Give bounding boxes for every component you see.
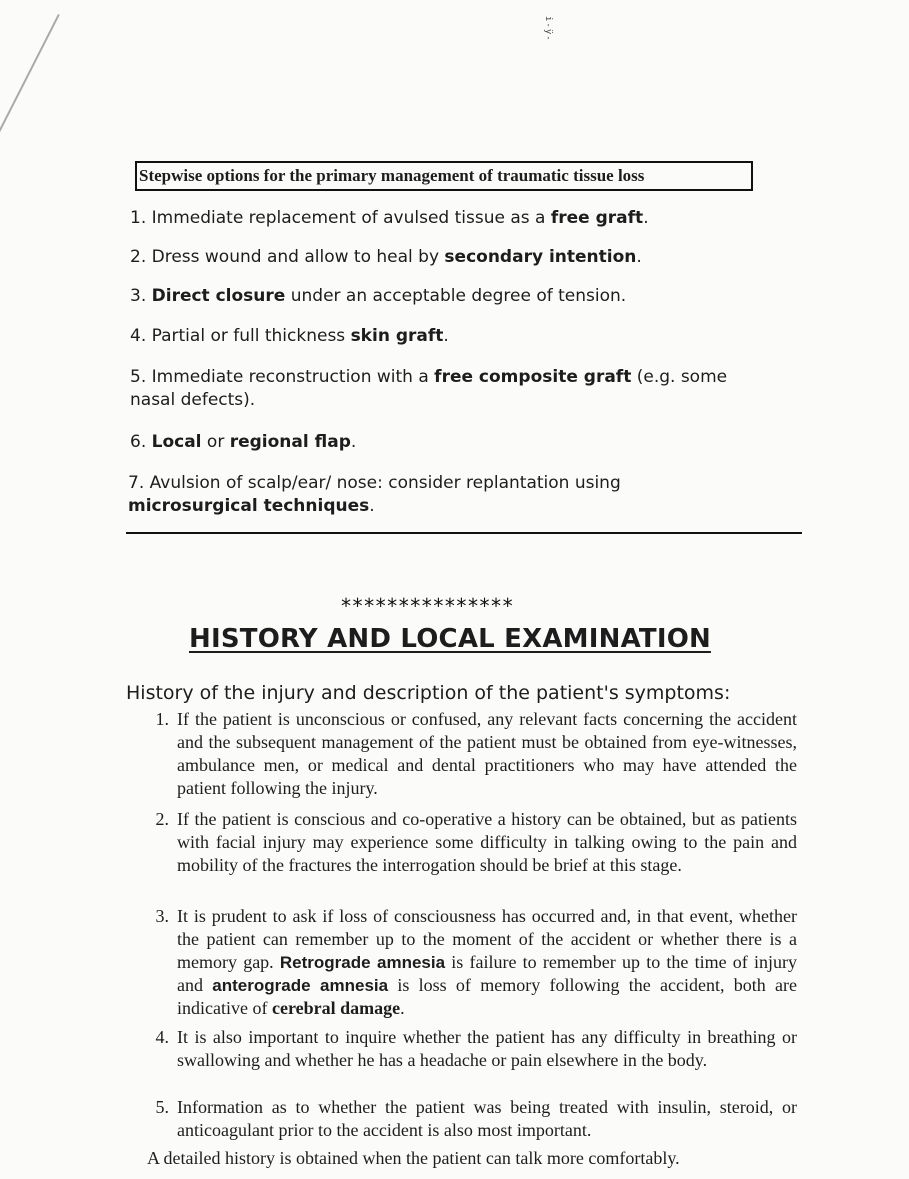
separator-stars: *************** <box>340 594 514 618</box>
option-2: 2. Dress wound and allow to heal by secondary intention. <box>130 247 642 267</box>
term-cerebral-damage: cerebral damage <box>271 998 401 1018</box>
scan-artifact-line <box>0 14 60 166</box>
section-divider <box>126 532 802 534</box>
term-anterograde-amnesia: anterograde amnesia <box>212 976 389 995</box>
history-item: 3. It is prudent to ask if loss of consciousness has occurred and, in that event, whether the patient can remember up to the moment of the accident or whether there is a memory gap. Retrograde amnesia is failure to remember up to the time of injury and anterograde amnesia is loss of memory following the accident, both are indicative of cerebral damage. <box>155 906 797 1018</box>
history-item: 4. It is also important to inquire whether the patient has any difficulty in breathing or swallowing and whether he has a headache or pain elsewhere in the body. <box>155 1027 797 1070</box>
history-footer: A detailed history is obtained when the patient can talk more comfortably. <box>147 1148 680 1168</box>
option-6: 6. Local or regional flap. <box>130 432 357 452</box>
history-subheading: History of the injury and description of the patient's symptoms: <box>126 682 731 704</box>
option-5: 5. Immediate reconstruction with a free composite graft (e.g. some nasal defects). <box>130 367 728 410</box>
term-retrograde-amnesia: Retrograde amnesia <box>279 953 446 972</box>
section-heading: HISTORY AND LOCAL EXAMINATION <box>189 624 711 654</box>
option-1: 1. Immediate replacement of avulsed tissue as a free graft. <box>130 208 649 228</box>
history-item: 2. If the patient is conscious and co-operative a history can be obtained, but as patients with facial injury may experience some difficulty in talking owing to the pain and mobility of the fractures the interrogation should be brief at this stage. <box>155 809 797 875</box>
option-4: 4. Partial or full thickness skin graft. <box>130 326 449 346</box>
history-item: 5. Information as to whether the patient was being treated with insulin, steroid, or anticoagulant prior to the accident is also most important. <box>155 1097 797 1140</box>
history-item: 1. If the patient is unconscious or confused, any relevant facts concerning the accident and the subsequent management of the patient must be obtained from eye-witnesses, ambulance men, or medical and dental practitioners who may have attended the patient following the injury. <box>155 709 797 798</box>
option-3: 3. Direct closure under an acceptable degree of tension. <box>130 286 627 306</box>
page-mark: i-ÿ- <box>543 16 553 42</box>
option-7: 7. Avulsion of scalp/ear/ nose: consider replantation using microsurgical techniques. <box>128 473 621 516</box>
management-box-title: Stepwise options for the primary management of traumatic tissue loss <box>135 161 753 191</box>
